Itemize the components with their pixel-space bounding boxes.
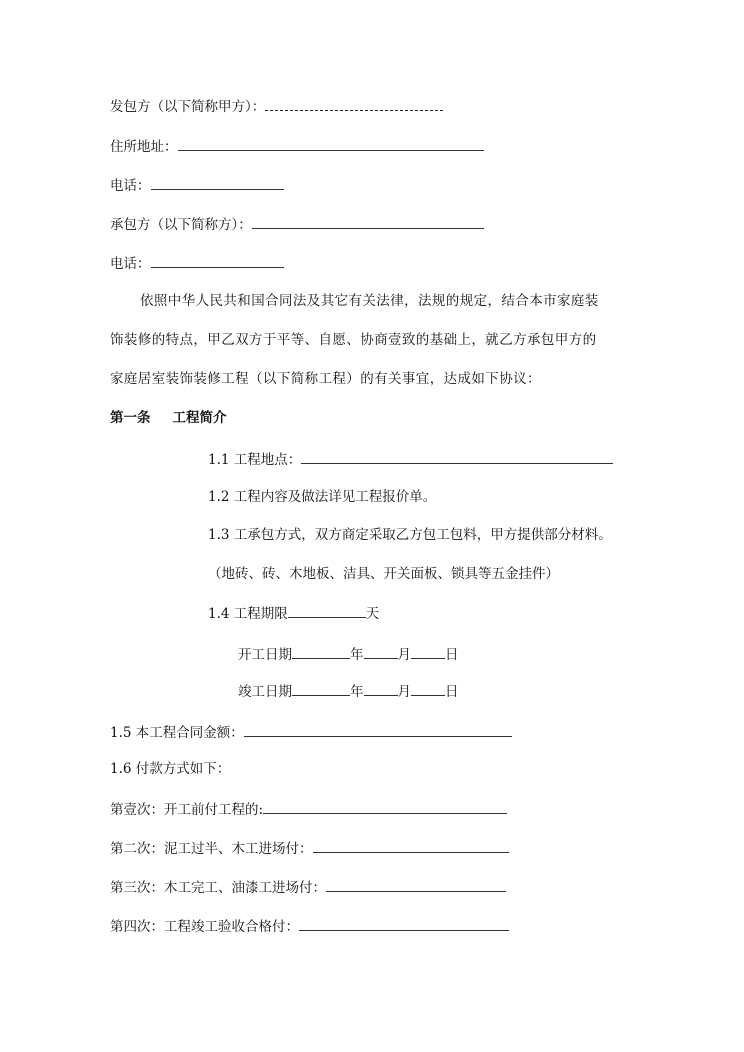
item-1-6: 1.6 付款方式如下： <box>110 761 231 777</box>
phone-a-line <box>110 175 284 195</box>
amount-field[interactable] <box>244 722 512 737</box>
item-1-3: 1.3 工承包方式，双方商定采取乙方包工包料，甲方提供部分材料。 <box>208 527 612 543</box>
phone-a-label: 电话： <box>110 178 151 194</box>
payment-3 <box>110 877 506 897</box>
phone-b-field[interactable] <box>151 253 284 268</box>
item-1-1-label: 1.1 工程地点： <box>208 452 302 468</box>
payment-2-field[interactable] <box>313 838 509 853</box>
payment-1 <box>110 799 507 819</box>
intro-line-1: 依照中华人民共和国合同法及其它有关法律，法规的规定，结合本市家庭装 <box>140 293 599 309</box>
party-b-field[interactable] <box>252 214 484 229</box>
phone-a-field[interactable] <box>151 175 284 190</box>
end-date-label: 竣工日期 <box>238 684 292 700</box>
month-label: 月 <box>397 684 411 700</box>
payment-3-field[interactable] <box>326 877 506 892</box>
start-year-field[interactable] <box>292 644 350 659</box>
duration-field[interactable] <box>288 603 366 618</box>
payment-4 <box>110 916 509 936</box>
payment-2 <box>110 838 509 858</box>
item-1-5 <box>110 722 512 742</box>
payment-4-field[interactable] <box>299 916 509 931</box>
party-a-field[interactable] <box>265 97 443 111</box>
item-1-2: 1.2 工程内容及做法详见工程报价单。 <box>208 489 437 505</box>
start-day-field[interactable] <box>411 644 445 659</box>
start-date-line <box>238 644 459 664</box>
party-b-line <box>110 214 484 234</box>
end-year-field[interactable] <box>292 681 350 696</box>
intro-line-3: 家庭居室装饰装修工程（以下简称工程）的有关事宜，达成如下协议： <box>110 371 541 387</box>
day-label: 日 <box>445 684 459 700</box>
start-date-label: 开工日期 <box>238 647 292 663</box>
phone-b-label: 电话： <box>110 256 151 272</box>
intro-line-2: 饰装修的特点，甲乙双方于平等、自愿、协商壹致的基础上，就乙方承包甲方的 <box>110 332 597 348</box>
payment-4-label: 第四次：工程竣工验收合格付： <box>110 919 299 935</box>
year-label: 年 <box>350 684 364 700</box>
end-month-field[interactable] <box>364 681 398 696</box>
day-label: 日 <box>445 647 459 663</box>
item-1-4-label: 1.4 工程期限 <box>208 606 288 622</box>
payment-1-label: 第壹次：开工前付工程的: <box>110 802 264 818</box>
item-1-3-note: （地砖、砖、木地板、洁具、开关面板、锁具等五金挂件） <box>208 566 559 582</box>
item-1-5-label: 1.5 本工程合同金额： <box>110 725 244 741</box>
article-1-heading <box>110 409 227 427</box>
year-label: 年 <box>350 647 364 663</box>
address-field[interactable] <box>178 136 484 151</box>
article-1-number: 第一条 <box>110 410 151 426</box>
article-1-title: 工程简介 <box>172 410 227 426</box>
site-field[interactable] <box>301 449 613 464</box>
party-a-line <box>110 97 443 116</box>
start-month-field[interactable] <box>364 644 398 659</box>
phone-b-line <box>110 253 284 273</box>
party-a-label: 发包方（以下简称甲方）： <box>110 99 266 115</box>
item-1-4 <box>208 603 379 623</box>
party-b-label: 承包方（以下简称方）： <box>110 217 252 233</box>
payment-3-label: 第三次：木工完工、油漆工进场付： <box>110 880 326 896</box>
payment-2-label: 第二次：泥工过半、木工进场付： <box>110 841 313 857</box>
item-1-1 <box>208 449 613 469</box>
end-date-line <box>238 681 459 701</box>
payment-1-field[interactable] <box>263 799 507 814</box>
address-label: 住所地址： <box>110 139 178 155</box>
address-line <box>110 136 484 156</box>
days-label: 天 <box>365 606 380 622</box>
end-day-field[interactable] <box>411 681 445 696</box>
month-label: 月 <box>397 647 411 663</box>
